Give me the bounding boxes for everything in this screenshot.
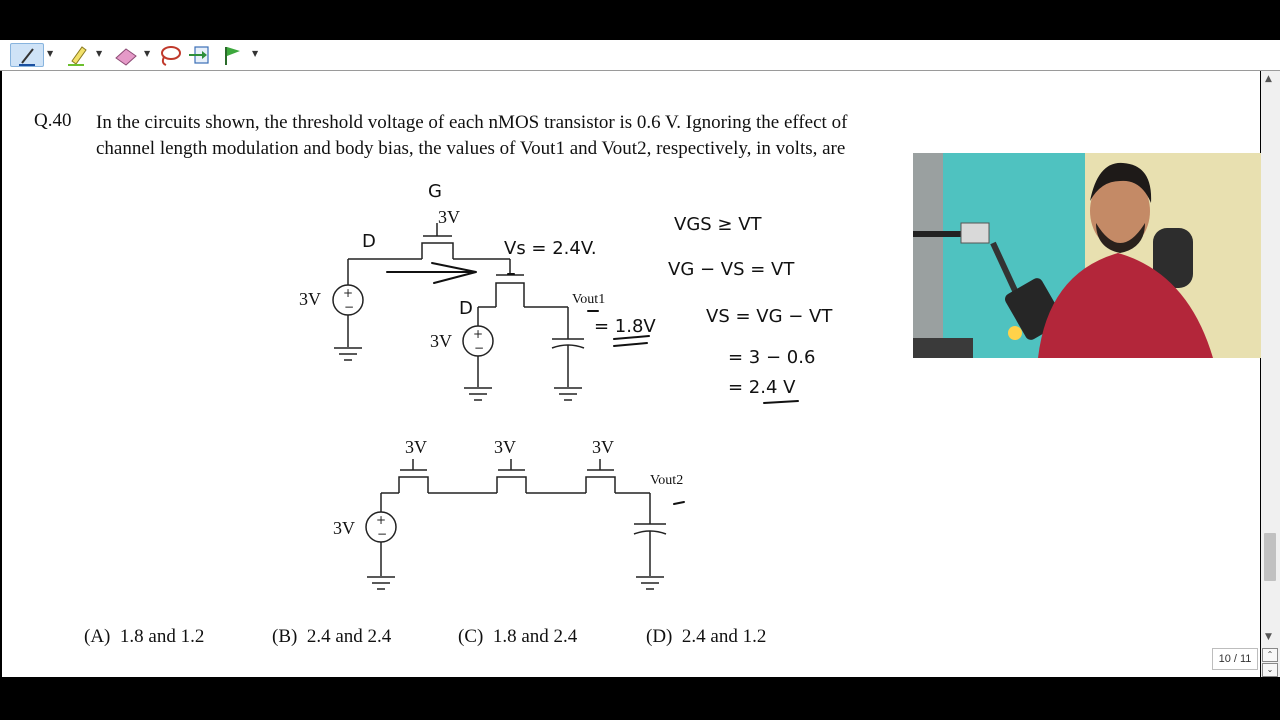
highlighter-icon <box>62 43 92 67</box>
option-d-letter: (D) <box>646 626 673 647</box>
svg-text:+: + <box>343 286 354 300</box>
option-c <box>458 626 577 648</box>
option-d <box>646 626 766 648</box>
option-b-text: 2.4 and 2.4 <box>306 626 392 647</box>
underline-2 <box>614 343 647 346</box>
circuit1-gate-voltage-label: 3V <box>438 207 460 227</box>
option-d-text: 2.4 and 1.2 <box>681 626 767 647</box>
option-c-letter: (C) <box>458 626 484 647</box>
next-page-button[interactable]: ⌄ <box>1262 663 1278 677</box>
flag-icon <box>218 43 246 67</box>
insert-space-tool-button[interactable] <box>186 43 214 67</box>
option-c-text: 1.8 and 2.4 <box>492 626 578 647</box>
circuit2-gate1-voltage-label: 3V <box>405 437 427 457</box>
annotation-drain-d1: D <box>362 231 376 252</box>
eraser-dropdown-chevron-icon[interactable]: ▼ <box>144 49 151 58</box>
eraser-icon <box>110 43 140 67</box>
option-b <box>272 626 391 648</box>
circuit2-gate3-voltage-label: 3V <box>592 437 614 457</box>
circuit1-source1-voltage-label: 3V <box>299 289 321 309</box>
pen-dropdown-chevron-icon[interactable]: ▼ <box>47 49 54 58</box>
page-navigation <box>1262 648 1278 678</box>
question-text: In the circuits shown, the threshold voltage of each nMOS transistor is 0.6 V. Ignoring the effect of channel length modulation and body bias, the values of Vout1 and Vout2, respectively, in volts, are <box>96 112 848 159</box>
webcam-video-overlay <box>913 153 1280 358</box>
svg-text:+: + <box>376 513 387 527</box>
flag-dropdown-chevron-icon[interactable]: ▼ <box>252 49 259 58</box>
svg-text:−: − <box>377 527 388 541</box>
scroll-down-arrow-icon[interactable]: ▼ <box>1265 632 1272 642</box>
page-counter: 10 / 11 <box>1212 648 1258 670</box>
option-a <box>84 626 204 648</box>
lasso-tool-button[interactable] <box>156 43 184 67</box>
circuit2-source-voltage-label: 3V <box>333 518 355 538</box>
circuit1-source2-voltage-label: 3V <box>430 331 452 351</box>
option-b-letter: (B) <box>272 626 298 647</box>
source-polarity-marks <box>343 286 484 541</box>
svg-text:−: − <box>344 300 355 314</box>
highlighter-tool-button[interactable] <box>62 43 92 67</box>
vertical-scrollbar[interactable] <box>1261 71 1280 677</box>
annotation-line1: VGS ≥ VT <box>674 214 762 235</box>
annotation-gate-g: G <box>428 181 442 202</box>
circuit-2-grounds <box>367 577 664 589</box>
circuit-2-wires <box>366 459 666 576</box>
annotation-line5: = 2.4 V <box>728 377 796 398</box>
question-number: Q.40 <box>34 110 72 131</box>
previous-page-button[interactable]: ⌃ <box>1262 648 1278 662</box>
circuit2-gate2-voltage-label: 3V <box>494 437 516 457</box>
lasso-icon <box>156 43 184 67</box>
vout1-label: Vout1 <box>572 292 606 307</box>
eraser-tool-button[interactable] <box>110 43 140 67</box>
vout2-label: Vout2 <box>650 473 684 488</box>
annotation-line2: VG − VS = VT <box>668 259 795 280</box>
circuit-1-grounds <box>334 348 582 400</box>
annotation-line4: = 3 − 0.6 <box>728 347 816 368</box>
svg-text:−: − <box>474 341 485 355</box>
annotation-vs: Vs = 2.4V. <box>504 238 597 259</box>
scroll-up-arrow-icon[interactable]: ▲ <box>1265 74 1272 84</box>
highlighter-dropdown-chevron-icon[interactable]: ▼ <box>96 49 103 58</box>
option-a-text: 1.8 and 1.2 <box>119 626 205 647</box>
pen-icon <box>11 44 45 68</box>
annotation-drain-d2: D <box>459 298 473 319</box>
underline-3 <box>764 401 798 403</box>
annotation-toolbar <box>0 40 1280 71</box>
flag-tool-button[interactable] <box>218 43 246 67</box>
scrollbar-thumb[interactable] <box>1264 533 1276 581</box>
pen-tool-button[interactable] <box>10 43 44 67</box>
annotation-line3: VS = VG − VT <box>706 306 833 327</box>
annotation-vout1-value: = 1.8V <box>594 316 656 337</box>
webcam-presenter-image <box>913 153 1280 358</box>
option-a-letter: (A) <box>84 626 111 647</box>
insert-space-icon <box>186 43 214 67</box>
svg-text:+: + <box>473 327 484 341</box>
